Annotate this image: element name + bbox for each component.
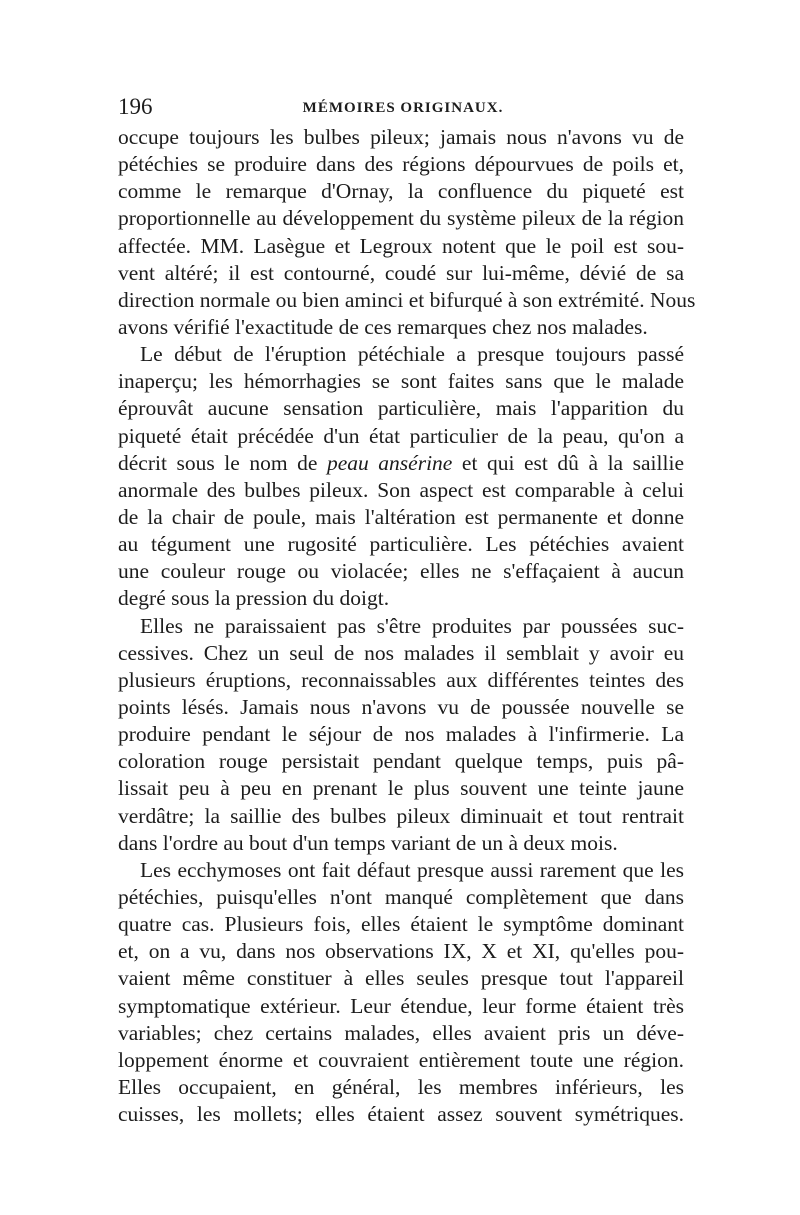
text-line: inaperçu; les hémorrhagies se sont faites sans que le malade [118, 369, 684, 394]
text-line: points lésés. Jamais nous n'avons vu de poussée nouvelle se [118, 694, 684, 719]
text-line: anormale des bulbes pileux. Son aspect est comparable à celui [118, 477, 684, 502]
text-line: au tégument une rugosité particulière. Les pétéchies avaient [118, 532, 684, 557]
body-text [118, 124, 696, 1128]
paragraph-4 [118, 857, 684, 1128]
text-line: vaient même constituer à elles seules presque tout l'appareil [118, 966, 684, 991]
text-line: Elles ne paraissaient pas s'être produites par poussées suc- [140, 613, 684, 638]
page-number: 196 [118, 94, 153, 119]
paragraph-3 [118, 613, 684, 857]
text-line: Elles occupaient, en général, les membres inférieurs, les [118, 1074, 684, 1099]
text-line: symptomatique extérieur. Leur étendue, leur forme étaient très [118, 993, 684, 1018]
text-line: affectée. MM. Lasègue et Legroux notent que le poil est sou- [118, 233, 684, 258]
text-line: pétéchies, puisqu'elles n'ont manqué complètement que dans [118, 884, 684, 909]
text-line: variables; chez certains malades, elles avaient pris un déve- [118, 1020, 684, 1045]
text-line: lissait peu à peu en prenant le plus souvent une teinte jaune [118, 776, 684, 801]
text-line: pétéchies se produire dans des régions dépourvues de poils et, [118, 152, 684, 177]
text-line: piqueté était précédée d'un état particulier de la peau, qu'on a [118, 423, 684, 448]
text-line: occupe toujours les bulbes pileux; jamais nous n'avons vu de [118, 125, 684, 149]
text-line: comme le remarque d'Ornay, la confluence du piqueté est [118, 179, 684, 204]
text-line: coloration rouge persistait pendant quelque temps, puis pâ- [118, 749, 684, 774]
text-line: vent altéré; il est contourné, coudé sur lui-même, dévié de sa [118, 260, 684, 285]
text-line: dans l'ordre au bout d'un temps variant de un à deux mois. [118, 830, 618, 855]
text-line-mixed [118, 450, 684, 477]
text-line: et, on a vu, dans nos observations IX, X et XI, qu'elles pou- [118, 939, 684, 964]
text-line: Les ecchymoses ont fait défaut presque aussi rarement que les [140, 857, 684, 882]
paragraph-2 [118, 341, 684, 612]
text-line: de la chair de poule, mais l'altération est permanente et donne [118, 504, 684, 529]
page-header [118, 92, 688, 122]
running-head: MÉMOIRES ORIGINAUX. [302, 100, 504, 116]
text-line: degré sous la pression du doigt. [118, 586, 390, 611]
paragraph-1 [118, 124, 696, 341]
text-line: loppement énorme et couvraient entièrement toute une région. [118, 1047, 684, 1072]
text-line: avons vérifié l'exactitude de ces remarques chez nos malades. [118, 314, 648, 339]
text-line: cuisses, les mollets; elles étaient assez souvent symétriques. [118, 1102, 684, 1127]
text-line: Le début de l'éruption pétéchiale a presque toujours passé [140, 342, 684, 367]
text-line: cessives. Chez un seul de nos malades il semblait y avoir eu [118, 640, 684, 665]
text-line: direction normale ou bien aminci et bifurqué à son extrémité. Nous [118, 287, 696, 312]
text-line: produire pendant le séjour de nos malades à l'infirmerie. La [118, 722, 684, 747]
text-segment: décrit sous le nom de [118, 450, 327, 475]
text-line: verdâtre; la saillie des bulbes pileux diminuait et tout rentrait [118, 803, 684, 828]
text-line: proportionnelle au développement du système pileux de la région [118, 206, 684, 231]
text-line: éprouvât aucune sensation particulière, mais l'apparition du [118, 396, 684, 421]
italic-term: peau ansérine [326, 450, 453, 475]
text-segment: et qui est dû à la saillie [452, 450, 684, 475]
text-line: une couleur rouge ou violacée; elles ne s'effaçaient à aucun [118, 559, 684, 584]
text-line: quatre cas. Plusieurs fois, elles étaient le symptôme dominant [118, 912, 684, 937]
text-line: plusieurs éruptions, reconnaissables aux différentes teintes des [118, 667, 684, 692]
